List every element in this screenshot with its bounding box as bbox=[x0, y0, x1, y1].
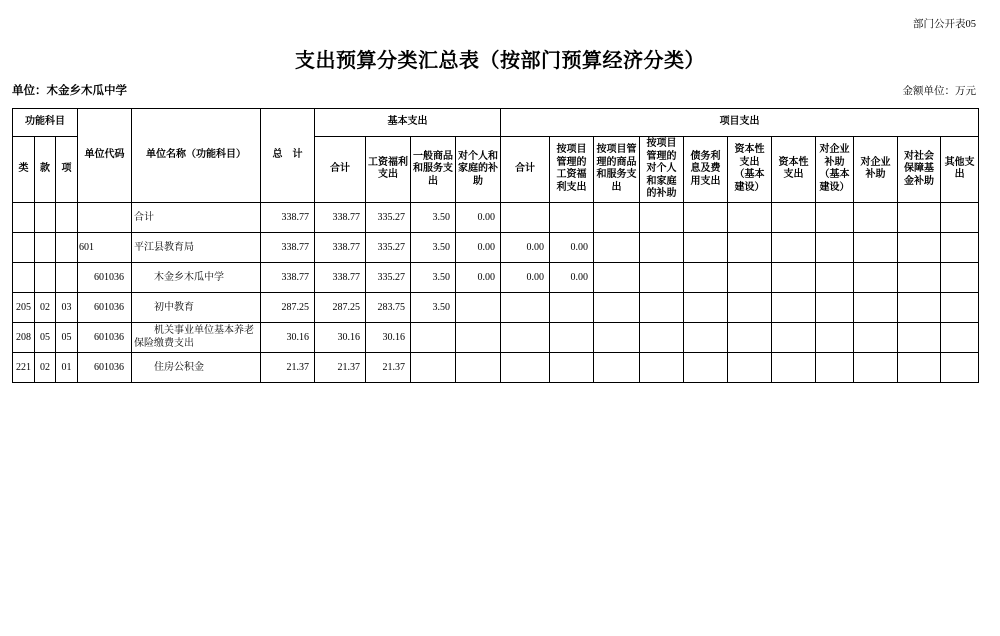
header-project-group: 项目支出 bbox=[501, 109, 979, 137]
cell-value-2: 335.27 bbox=[366, 202, 411, 232]
cell-value-15 bbox=[941, 292, 979, 322]
header-basic-personal: 对个人和家庭的补助 bbox=[456, 137, 501, 203]
cell-lei bbox=[13, 202, 35, 232]
cell-value-9 bbox=[684, 322, 728, 352]
cell-value-11 bbox=[772, 262, 816, 292]
header-proj-enterprise-construction: 对企业补助（基本建设） bbox=[816, 137, 854, 203]
cell-value-12 bbox=[816, 352, 854, 382]
header-proj-enterprise: 对企业补助 bbox=[854, 137, 898, 203]
cell-kuan: 02 bbox=[35, 292, 56, 322]
cell-value-4: 0.00 bbox=[456, 202, 501, 232]
header-func-group: 功能科目 bbox=[13, 109, 78, 137]
cell-value-10 bbox=[728, 232, 772, 262]
cell-unit-code: 601 bbox=[78, 232, 132, 262]
unit-label: 单位：木金乡木瓜中学 bbox=[12, 85, 127, 97]
table-row bbox=[13, 262, 979, 292]
cell-unit-code bbox=[78, 202, 132, 232]
cell-unit-code: 601036 bbox=[78, 262, 132, 292]
cell-value-5 bbox=[501, 352, 550, 382]
cell-value-13 bbox=[854, 232, 898, 262]
header-basic-wages: 工资福利支出 bbox=[366, 137, 411, 203]
table-body bbox=[13, 202, 979, 382]
cell-value-1: 338.77 bbox=[315, 262, 366, 292]
cell-value-6: 0.00 bbox=[550, 262, 594, 292]
table-row bbox=[13, 292, 979, 322]
cell-value-10 bbox=[728, 292, 772, 322]
cell-value-4 bbox=[456, 322, 501, 352]
cell-unit-code: 601036 bbox=[78, 292, 132, 322]
cell-value-4: 0.00 bbox=[456, 232, 501, 262]
cell-value-0: 21.37 bbox=[261, 352, 315, 382]
cell-value-12 bbox=[816, 232, 854, 262]
cell-unit-code: 601036 bbox=[78, 322, 132, 352]
cell-value-0: 30.16 bbox=[261, 322, 315, 352]
header-col-xiang: 项 bbox=[56, 137, 78, 203]
cell-value-13 bbox=[854, 202, 898, 232]
cell-value-7 bbox=[594, 352, 640, 382]
cell-value-5: 0.00 bbox=[501, 232, 550, 262]
cell-lei: 221 bbox=[13, 352, 35, 382]
cell-value-3: 3.50 bbox=[411, 202, 456, 232]
cell-value-2: 21.37 bbox=[366, 352, 411, 382]
cell-lei: 208 bbox=[13, 322, 35, 352]
cell-value-14 bbox=[898, 262, 941, 292]
header-col-lei: 类 bbox=[13, 137, 35, 203]
cell-value-14 bbox=[898, 352, 941, 382]
cell-value-14 bbox=[898, 292, 941, 322]
header-proj-total: 合计 bbox=[501, 137, 550, 203]
cell-xiang: 03 bbox=[56, 292, 78, 322]
cell-value-1: 287.25 bbox=[315, 292, 366, 322]
cell-value-8 bbox=[640, 352, 684, 382]
cell-value-0: 287.25 bbox=[261, 292, 315, 322]
cell-value-12 bbox=[816, 262, 854, 292]
cell-value-6 bbox=[550, 322, 594, 352]
cell-value-11 bbox=[772, 292, 816, 322]
cell-xiang bbox=[56, 262, 78, 292]
cell-value-11 bbox=[772, 322, 816, 352]
cell-value-6: 0.00 bbox=[550, 232, 594, 262]
header-basic-total: 合计 bbox=[315, 137, 366, 203]
cell-unit-name: 平江县教育局 bbox=[132, 232, 261, 262]
cell-value-0: 338.77 bbox=[261, 262, 315, 292]
cell-lei: 205 bbox=[13, 292, 35, 322]
header-proj-social-security: 对社会保障基金补助 bbox=[898, 137, 941, 203]
cell-value-11 bbox=[772, 232, 816, 262]
header-proj-goods: 按项目管理的商品和服务支出 bbox=[594, 137, 640, 203]
page-title: 支出预算分类汇总表（按部门预算经济分类） bbox=[295, 50, 705, 72]
cell-value-9 bbox=[684, 232, 728, 262]
cell-value-2: 30.16 bbox=[366, 322, 411, 352]
table-row bbox=[13, 202, 979, 232]
cell-value-15 bbox=[941, 202, 979, 232]
cell-unit-name: 住房公积金 bbox=[132, 352, 261, 382]
cell-value-5 bbox=[501, 202, 550, 232]
cell-value-14 bbox=[898, 202, 941, 232]
cell-value-11 bbox=[772, 202, 816, 232]
cell-value-9 bbox=[684, 352, 728, 382]
cell-value-15 bbox=[941, 322, 979, 352]
cell-kuan: 05 bbox=[35, 322, 56, 352]
amount-unit-label: 金额单位：万元 bbox=[902, 86, 976, 97]
cell-value-14 bbox=[898, 232, 941, 262]
cell-value-7 bbox=[594, 262, 640, 292]
cell-value-1: 338.77 bbox=[315, 232, 366, 262]
cell-unit-name: 机关事业单位基本养老保险缴费支出 bbox=[132, 322, 261, 352]
cell-value-12 bbox=[816, 292, 854, 322]
cell-value-5: 0.00 bbox=[501, 262, 550, 292]
cell-kuan bbox=[35, 202, 56, 232]
cell-xiang: 01 bbox=[56, 352, 78, 382]
header-unit-code: 单位代码 bbox=[78, 109, 132, 203]
table-row bbox=[13, 352, 979, 382]
header-proj-other: 其他支出 bbox=[941, 137, 979, 203]
header-group-row bbox=[13, 109, 979, 137]
cell-value-11 bbox=[772, 352, 816, 382]
cell-value-6 bbox=[550, 292, 594, 322]
cell-value-9 bbox=[684, 292, 728, 322]
budget-table bbox=[12, 108, 979, 383]
cell-value-3 bbox=[411, 352, 456, 382]
cell-value-0: 338.77 bbox=[261, 232, 315, 262]
cell-kuan bbox=[35, 232, 56, 262]
cell-kuan: 02 bbox=[35, 352, 56, 382]
cell-value-1: 338.77 bbox=[315, 202, 366, 232]
cell-value-8 bbox=[640, 322, 684, 352]
table-row bbox=[13, 322, 979, 352]
cell-value-15 bbox=[941, 232, 979, 262]
cell-value-4 bbox=[456, 352, 501, 382]
table-row bbox=[13, 232, 979, 262]
cell-value-7 bbox=[594, 292, 640, 322]
cell-value-13 bbox=[854, 262, 898, 292]
header-proj-debt-interest: 债务利息及费用支出 bbox=[684, 137, 728, 203]
cell-value-4 bbox=[456, 292, 501, 322]
cell-value-1: 30.16 bbox=[315, 322, 366, 352]
cell-value-3 bbox=[411, 322, 456, 352]
cell-lei bbox=[13, 262, 35, 292]
cell-value-8 bbox=[640, 232, 684, 262]
cell-value-4: 0.00 bbox=[456, 262, 501, 292]
cell-xiang: 05 bbox=[56, 322, 78, 352]
cell-value-15 bbox=[941, 352, 979, 382]
header-unit-name: 单位名称（功能科目） bbox=[132, 109, 261, 203]
cell-value-10 bbox=[728, 262, 772, 292]
cell-value-12 bbox=[816, 322, 854, 352]
cell-xiang bbox=[56, 232, 78, 262]
header-proj-capital-construction: 资本性支出（基本建设） bbox=[728, 137, 772, 203]
cell-value-7 bbox=[594, 232, 640, 262]
cell-value-0: 338.77 bbox=[261, 202, 315, 232]
cell-value-1: 21.37 bbox=[315, 352, 366, 382]
header-basic-group: 基本支出 bbox=[315, 109, 501, 137]
cell-value-13 bbox=[854, 322, 898, 352]
header-basic-goods: 一般商品和服务支出 bbox=[411, 137, 456, 203]
header-proj-wages: 按项目管理的工资福利支出 bbox=[550, 137, 594, 203]
cell-xiang bbox=[56, 202, 78, 232]
cell-value-15 bbox=[941, 262, 979, 292]
cell-value-8 bbox=[640, 292, 684, 322]
cell-value-5 bbox=[501, 292, 550, 322]
cell-value-6 bbox=[550, 352, 594, 382]
cell-unit-name: 木金乡木瓜中学 bbox=[132, 262, 261, 292]
cell-value-9 bbox=[684, 202, 728, 232]
header-grand-total: 总 计 bbox=[261, 109, 315, 203]
cell-value-5 bbox=[501, 322, 550, 352]
cell-value-14 bbox=[898, 322, 941, 352]
doc-ref: 部门公开表05 bbox=[913, 19, 976, 30]
cell-kuan bbox=[35, 262, 56, 292]
header-col-kuan: 款 bbox=[35, 137, 56, 203]
cell-value-8 bbox=[640, 202, 684, 232]
cell-value-2: 283.75 bbox=[366, 292, 411, 322]
cell-value-13 bbox=[854, 292, 898, 322]
cell-value-6 bbox=[550, 202, 594, 232]
cell-value-12 bbox=[816, 202, 854, 232]
cell-value-2: 335.27 bbox=[366, 262, 411, 292]
cell-lei bbox=[13, 232, 35, 262]
cell-value-9 bbox=[684, 262, 728, 292]
cell-value-3: 3.50 bbox=[411, 292, 456, 322]
cell-value-3: 3.50 bbox=[411, 262, 456, 292]
cell-value-13 bbox=[854, 352, 898, 382]
meta-row bbox=[12, 82, 976, 98]
cell-value-10 bbox=[728, 202, 772, 232]
cell-unit-name: 合计 bbox=[132, 202, 261, 232]
cell-value-8 bbox=[640, 262, 684, 292]
cell-unit-code: 601036 bbox=[78, 352, 132, 382]
cell-value-2: 335.27 bbox=[366, 232, 411, 262]
cell-value-10 bbox=[728, 352, 772, 382]
cell-value-7 bbox=[594, 202, 640, 232]
cell-value-10 bbox=[728, 322, 772, 352]
header-proj-personal: 按项目管理的对个人和家庭的补助 bbox=[640, 137, 684, 203]
cell-value-3: 3.50 bbox=[411, 232, 456, 262]
cell-value-7 bbox=[594, 322, 640, 352]
header-proj-capital: 资本性支出 bbox=[772, 137, 816, 203]
cell-unit-name: 初中教育 bbox=[132, 292, 261, 322]
